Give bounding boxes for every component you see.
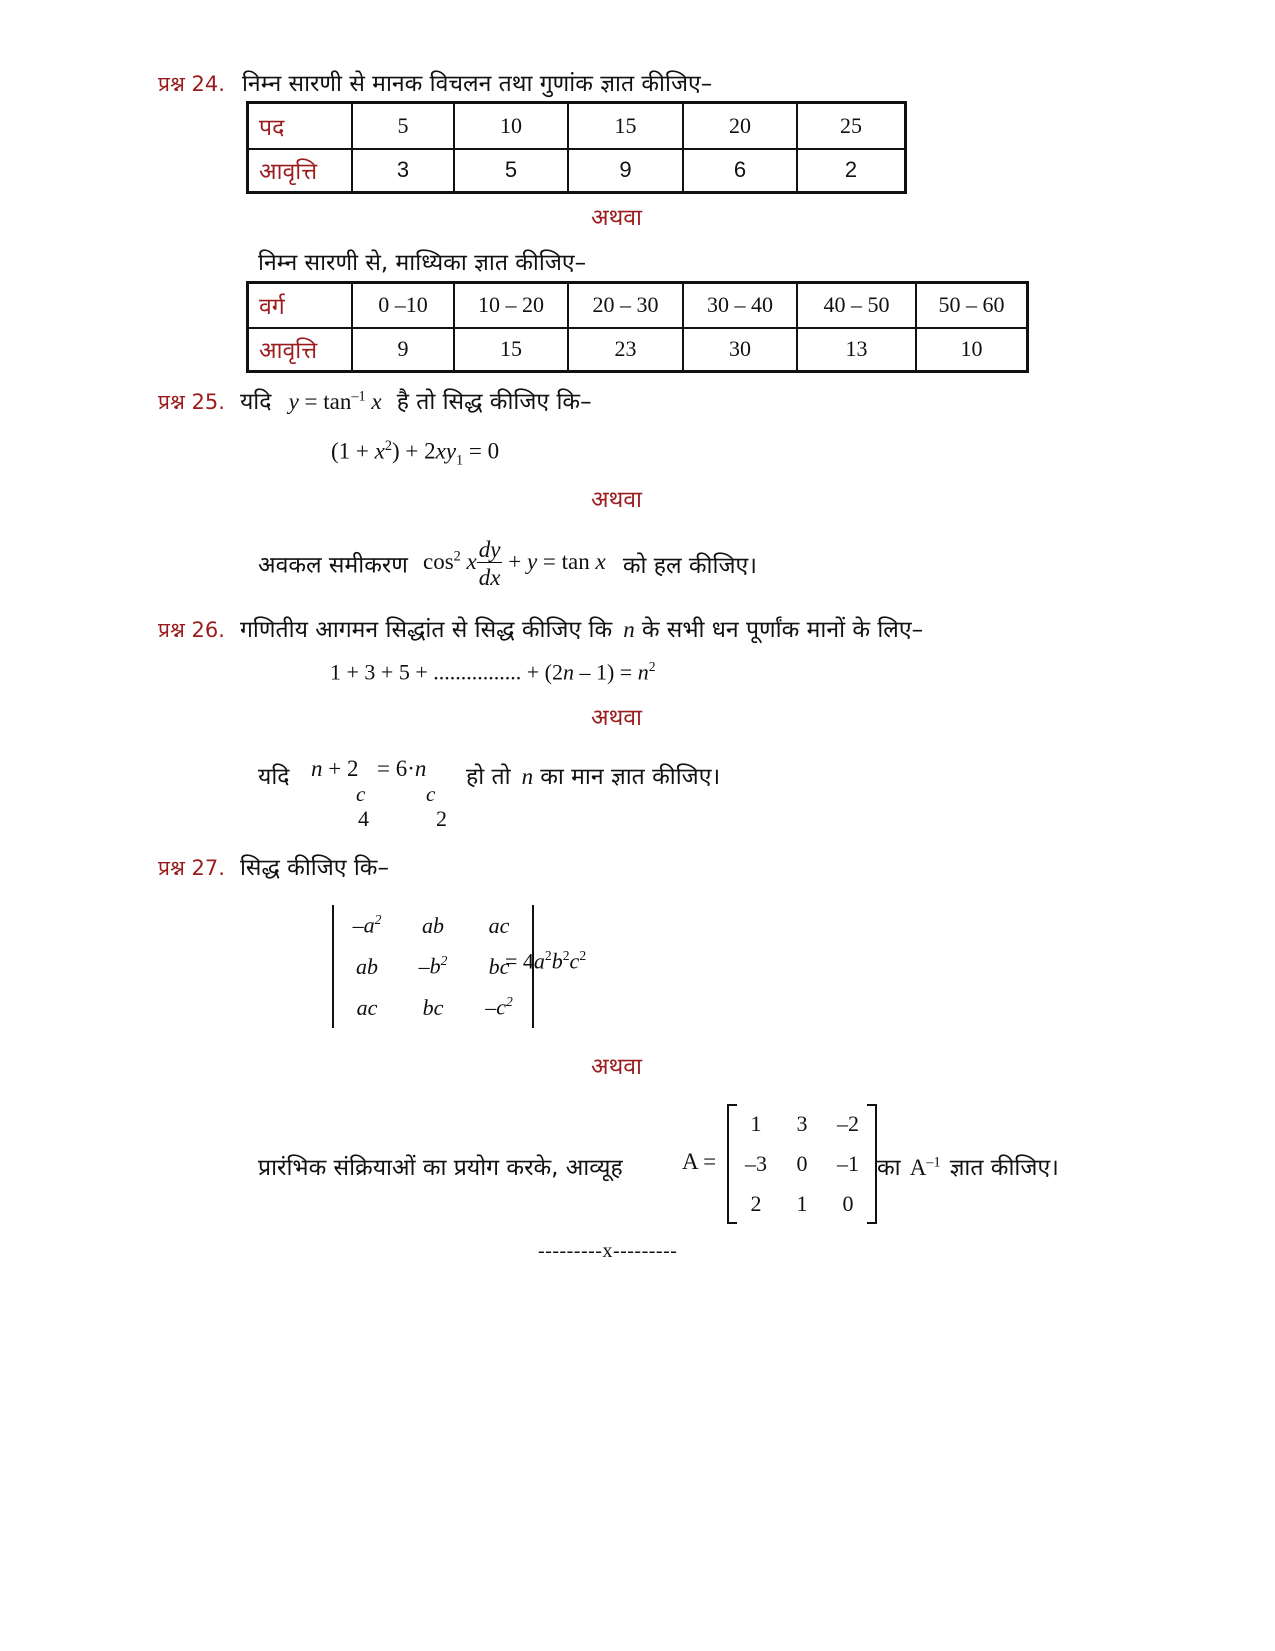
table-cell: 20 – 30 (568, 283, 683, 328)
det-cell: ac (488, 912, 510, 938)
equation-prove-derivative: $(1 + x^2) + 2xy_1 = 0$ (331, 438, 500, 469)
question-26-heading (158, 612, 923, 644)
table-cell: 25 (797, 103, 906, 149)
matrix-cell: 3 (796, 1111, 808, 1136)
table-cell: 40 – 50 (797, 283, 916, 328)
or-divider: अथवा (591, 705, 643, 731)
question-25-alt-prefix: अवकल समीकरण (258, 552, 408, 579)
matrix-a (727, 1104, 877, 1224)
question-26-alt-suffix-a: हो तो (466, 764, 511, 790)
question-26-label: प्रश्न 26. (158, 618, 225, 642)
det-cell: bc (422, 994, 444, 1020)
matrix-right-bracket (867, 1104, 877, 1224)
variable-n: n (623, 617, 635, 642)
question-26-text-a: गणितीय आगमन सिद्धांत से सिद्ध कीजिए कि (239, 617, 613, 643)
question-25-heading (158, 384, 592, 416)
equation-odd-series: 1 + 3 + 5 + ................ + $(2n - 1) = n^2$ (330, 659, 656, 685)
determinant (332, 905, 534, 1028)
question-26-text-b: के सभी धन पूर्णांक मानों के लिए– (641, 617, 924, 643)
class-frequency-table (246, 281, 1029, 373)
table-cell: 3 (352, 149, 454, 193)
table-cell: 9 (568, 149, 683, 193)
det-cell: ab (356, 953, 378, 979)
or-divider: अथवा (591, 1054, 643, 1080)
table-cell: 5 (352, 103, 454, 149)
table-cell: 10 (454, 103, 568, 149)
table-row-head: आवृत्ति (248, 328, 353, 372)
table-cell: 10 (916, 328, 1028, 372)
table-cell: 0 –10 (352, 283, 454, 328)
table-cell: 50 – 60 (916, 283, 1028, 328)
table-row-head: वर्ग (248, 283, 353, 328)
determinant-result: = $4a^2b^2c^2$ (505, 948, 587, 974)
question-25-label: प्रश्न 25. (158, 390, 225, 414)
table-cell: 15 (454, 328, 568, 372)
matrix-cell: 2 (750, 1191, 762, 1216)
det-cell: ac (356, 994, 378, 1020)
question-27-alt-prefix: प्रारंभिक संक्रियाओं का प्रयोग करके, आव्यूह (258, 1155, 623, 1181)
matrix-cell: 0 (842, 1191, 854, 1216)
table-row-head: पद (248, 103, 353, 149)
table-cell: 20 (683, 103, 797, 149)
question-24-text: निम्न सारणी से मानक विचलन तथा गुणांक ज्ञात कीजिए– (241, 71, 713, 97)
table-cell: 13 (797, 328, 916, 372)
question-27-text: सिद्ध कीजिए कि– (239, 855, 389, 881)
matrix-cell: 1 (796, 1191, 808, 1216)
matrix-inverse: $A^{-1}$ (909, 1154, 941, 1180)
det-cell: $-b^2$ (418, 953, 448, 979)
det-cell: bc (488, 953, 510, 979)
table-row-head: आवृत्ति (248, 149, 353, 193)
combination-rhs-top: = 6·n (377, 756, 427, 781)
combination-rhs-c: c (426, 782, 436, 806)
equation-y-arctan: $y = \tan^{-1} x$ (288, 388, 382, 414)
table-cell: 10 – 20 (454, 283, 568, 328)
question-24-alt-text: निम्न सारणी से, माध्यिका ज्ञात कीजिए– (258, 250, 587, 276)
variable-n: n (521, 764, 534, 789)
question-25-alt-suffix: को हल कीजिए। (622, 552, 757, 579)
end-marker: ---------x--------- (538, 1240, 678, 1262)
combination-rhs-r: 2 (436, 806, 447, 831)
table-cell: 5 (454, 149, 568, 193)
or-divider: अथवा (591, 205, 643, 231)
question-25-alt (258, 538, 757, 589)
table-cell: 6 (683, 149, 797, 193)
matrix-cell: 1 (750, 1111, 762, 1136)
question-27-label: प्रश्न 27. (158, 856, 225, 880)
matrix-cell: –1 (837, 1151, 859, 1176)
question-24-label: प्रश्न 24. (158, 72, 225, 96)
table-cell: 9 (352, 328, 454, 372)
or-divider: अथवा (591, 487, 643, 513)
question-24-heading (158, 66, 712, 98)
question-27-alt-mid: का (877, 1155, 901, 1181)
table-cell: 30 (683, 328, 797, 372)
det-cell: $-c^2$ (485, 994, 513, 1020)
combination-lhs-r: 4 (358, 806, 369, 831)
series-dots: ................ (433, 659, 522, 685)
matrix-left-bracket (727, 1104, 737, 1224)
matrix-name: A = (682, 1149, 717, 1174)
det-cell: ab (422, 912, 444, 938)
table-cell: 2 (797, 149, 906, 193)
table-cell: 23 (568, 328, 683, 372)
differential-equation: $\cos^2 x$ $\frac{dy}{dx}$ + y = tan x (422, 537, 606, 590)
question-26-alt-suffix-b: का मान ज्ञात कीजिए। (540, 764, 721, 790)
table-cell: 15 (568, 103, 683, 149)
matrix-cell: 0 (796, 1151, 808, 1176)
matrix-cell: –3 (745, 1151, 767, 1176)
question-26-alt-suffix (466, 759, 720, 791)
question-25-suffix: है तो सिद्ध कीजिए कि– (396, 389, 592, 415)
det-cell: $-a^2$ (352, 912, 382, 938)
question-25-prefix: यदि (239, 389, 272, 415)
matrix-cell: –2 (837, 1111, 859, 1136)
frequency-table (246, 101, 907, 194)
combination-lhs-top: n + 2 (311, 756, 359, 781)
question-27-heading (158, 850, 389, 882)
combination-lhs-c: c (356, 782, 366, 806)
question-26-alt-prefix: यदि (258, 764, 290, 790)
question-27-alt-suffix-text: ज्ञात कीजिए। (949, 1155, 1059, 1181)
question-27-alt-suffix (877, 1150, 1059, 1182)
table-cell: 30 – 40 (683, 283, 797, 328)
